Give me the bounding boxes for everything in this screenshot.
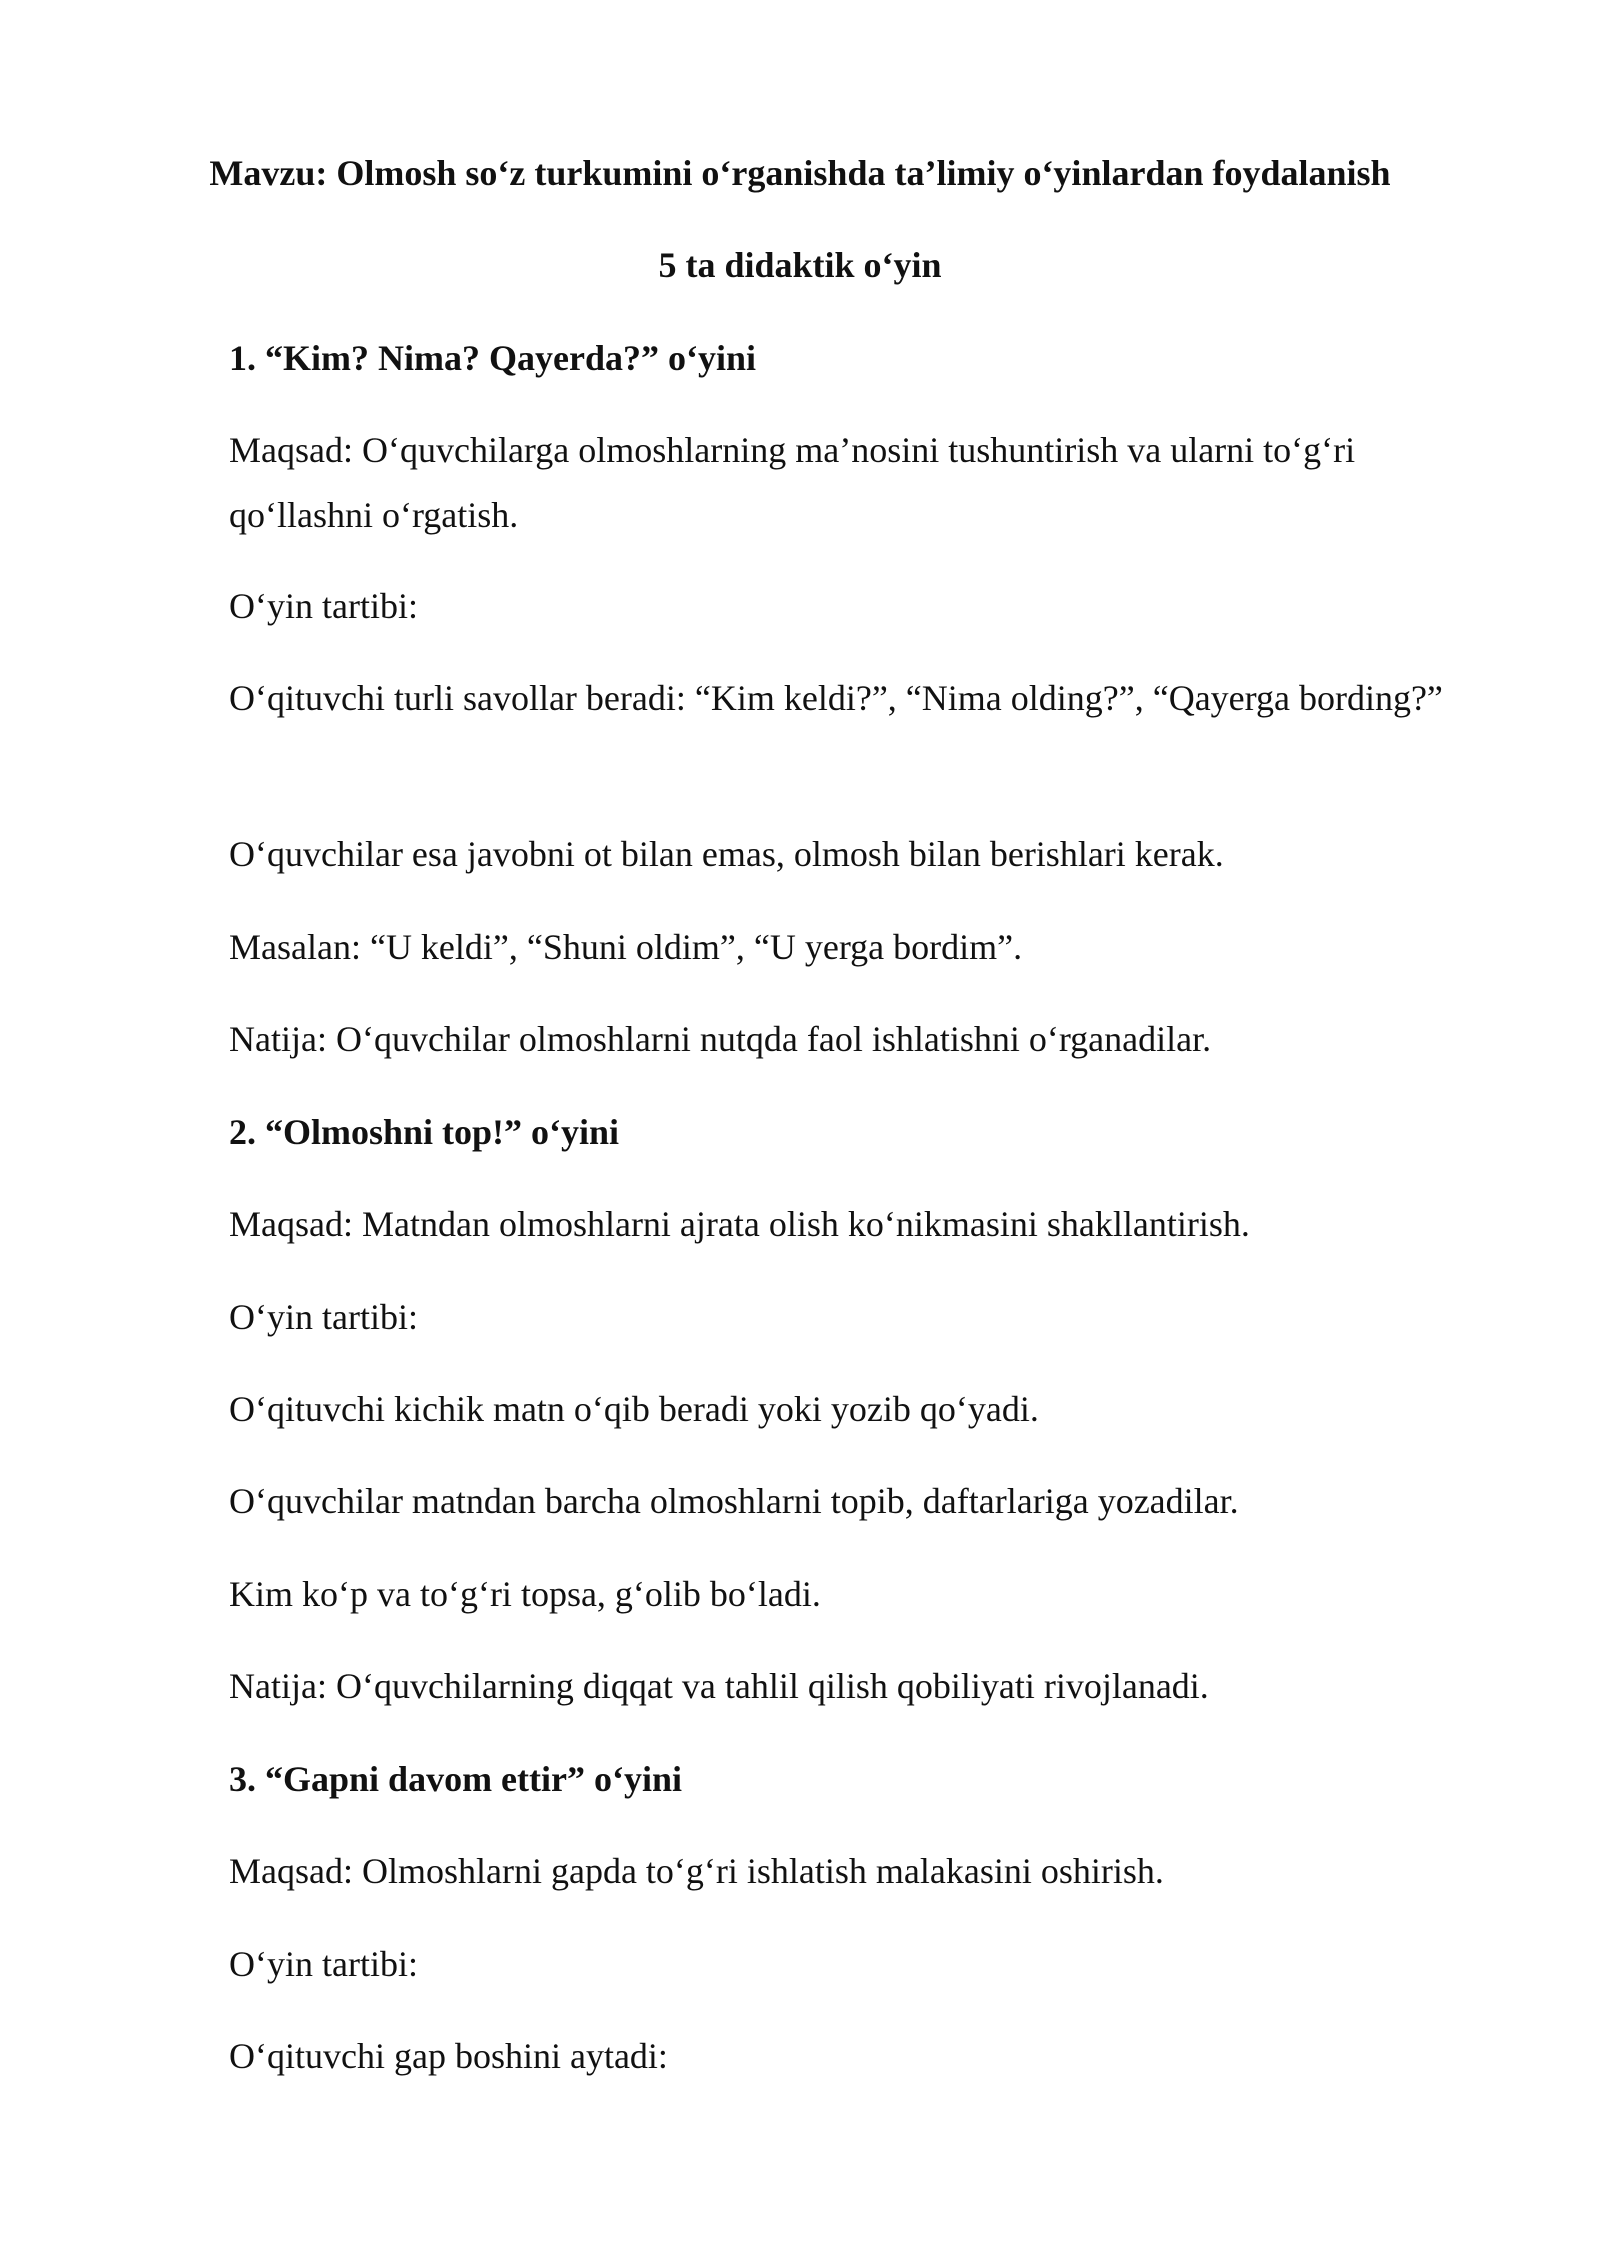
game1-step1: O‘qituvchi turli savollar beradi: “Kim keldi?”, “Nima olding?”, “Qayerga bording?” — [229, 678, 1443, 718]
game1-goal: Maqsad: O‘quvchilarga olmoshlarning ma’nosini tushuntirish va ularni to‘g‘ri qo‘llashni o‘rgatish. — [229, 430, 1356, 535]
document-subtitle: 5 ta didaktik o‘yin — [658, 245, 942, 285]
game1-order-label: O‘yin tartibi: — [229, 586, 418, 626]
game2-step2: O‘quvchilar matndan barcha olmoshlarni topib, daftarlariga yozadilar. — [229, 1481, 1239, 1521]
game1-result: Natija: O‘quvchilar olmoshlarni nutqda faol ishlatishni o‘rganadilar. — [229, 1019, 1212, 1059]
game2-step1: O‘qituvchi kichik matn o‘qib beradi yoki yozib qo‘yadi. — [229, 1389, 1039, 1429]
game3-order-label: O‘yin tartibi: — [229, 1944, 418, 1984]
game3-heading: 3. “Gapni davom ettir” o‘yini — [229, 1759, 683, 1799]
game2-order-label: O‘yin tartibi: — [229, 1297, 418, 1337]
document-title: Mavzu: Olmosh so‘z turkumini o‘rganishda ta’limiy o‘yinlardan foydalanish — [209, 153, 1391, 193]
game1-step2: O‘quvchilar esa javobni ot bilan emas, olmosh bilan berishlari kerak. — [229, 834, 1224, 874]
game2-goal: Maqsad: Matndan olmoshlarni ajrata olish ko‘nikmasini shakllantirish. — [229, 1204, 1250, 1244]
game2-heading: 2. “Olmoshni top!” o‘yini — [229, 1112, 620, 1152]
game1-step3: Masalan: “U keldi”, “Shuni oldim”, “U yerga bordim”. — [229, 927, 1023, 967]
game3-step1: O‘qituvchi gap boshini aytadi: — [229, 2036, 668, 2076]
game2-step3: Kim ko‘p va to‘g‘ri topsa, g‘olib bo‘ladi. — [229, 1574, 821, 1614]
game1-heading: 1. “Kim? Nima? Qayerda?” o‘yini — [229, 338, 756, 378]
game3-goal: Maqsad: Olmoshlarni gapda to‘g‘ri ishlatish malakasini oshirish. — [229, 1851, 1164, 1891]
game2-result: Natija: O‘quvchilarning diqqat va tahlil qilish qobiliyati rivojlanadi. — [229, 1666, 1209, 1706]
